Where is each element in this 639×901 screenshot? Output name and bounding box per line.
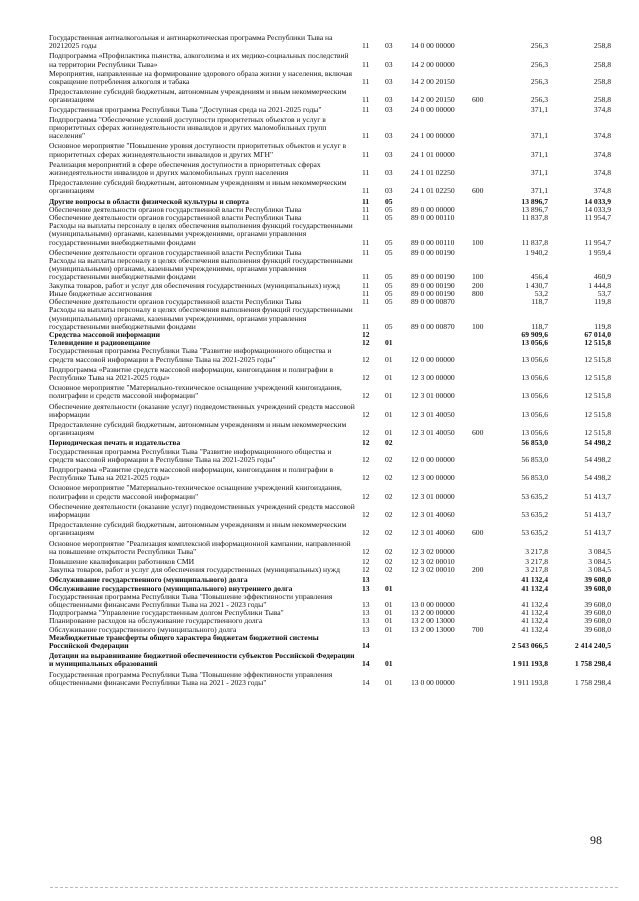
table-row <box>49 179 615 195</box>
row-subsection-code: 01 <box>385 338 393 348</box>
row-name: Мероприятия, направленные на формирование здорового образа жизни у населения, включая сокращение потребления алкоголя и табака <box>49 68 353 87</box>
row-subsection-code: 02 <box>385 509 393 519</box>
row-section-code: 13 <box>362 575 370 585</box>
row-amount-2: 12 515,8 <box>584 372 611 382</box>
row-subsection-code: 01 <box>385 391 393 401</box>
row-subsection-code: 03 <box>385 41 393 51</box>
table-row <box>49 222 615 247</box>
row-amount-2: 3 084,5 <box>588 565 611 575</box>
table-row <box>49 34 615 50</box>
table-row <box>49 652 615 668</box>
table-row <box>49 384 615 400</box>
row-name: Периодическая печать и издательства <box>49 438 181 448</box>
table-row <box>49 521 615 537</box>
row-amount-2: 67 014,0 <box>584 329 611 339</box>
row-subsection-code: 02 <box>385 528 393 538</box>
row-name: Обслуживание государственного (муниципального) долга <box>49 624 237 634</box>
row-target-article-code: 24 1 01 02250 <box>411 168 455 178</box>
row-target-article-code: 12 3 02 00010 <box>411 565 455 575</box>
row-amount-1: 56 853,0 <box>521 454 548 464</box>
row-amount-1: 56 853,0 <box>521 438 548 448</box>
row-amount-1: 53 635,2 <box>521 491 548 501</box>
row-section-code: 11 <box>362 321 370 331</box>
row-amount-1: 56 853,0 <box>521 473 548 483</box>
row-name: Межбюджетные трансферты общего характера бюджетам бюджетной системы Российской Федерации <box>49 632 319 651</box>
table-row <box>49 540 615 556</box>
row-name: Реализация мероприятий в сфере обеспечения доступности в приоритетных сферах жизнедеятельности инвалидов и других маломобильных групп населения <box>49 159 321 178</box>
budget-table <box>49 34 615 687</box>
row-subsection-code: 05 <box>385 213 393 223</box>
row-subsection-code: 02 <box>385 565 393 575</box>
row-section-code: 11 <box>362 104 370 114</box>
row-expense-type-code: 200 <box>472 565 484 575</box>
row-target-article-code: 12 3 01 40060 <box>411 528 455 538</box>
row-section-code: 12 <box>362 509 370 519</box>
row-subsection-code: 01 <box>385 659 393 669</box>
row-amount-2: 258,8 <box>593 59 611 69</box>
row-section-code: 11 <box>362 204 370 214</box>
row-subsection-code: 01 <box>385 354 393 364</box>
row-amount-2: 11 954,7 <box>584 237 611 247</box>
row-amount-1: 41 132,4 <box>521 608 548 618</box>
row-amount-2: 119,8 <box>594 297 611 307</box>
row-target-article-code: 89 0 00 00870 <box>411 321 455 331</box>
row-subsection-code: 05 <box>385 288 393 298</box>
row-subsection-code: 01 <box>385 616 393 626</box>
row-name: Основное мероприятие "Материально-техническое оснащение учреждений книгоиздания, полиграфии и средств массовой информации" <box>49 483 342 501</box>
row-subsection-code: 03 <box>385 59 393 69</box>
row-amount-2: 11 954,7 <box>584 213 611 223</box>
row-amount-1: 13 056,6 <box>521 338 548 348</box>
row-subsection-code: 03 <box>385 77 393 87</box>
row-target-article-code: 12 3 00 00000 <box>411 473 455 483</box>
row-expense-type-code: 600 <box>472 428 484 438</box>
table-row <box>49 306 615 331</box>
row-amount-1: 371,1 <box>530 168 548 178</box>
row-section-code: 11 <box>362 77 370 87</box>
table-row <box>49 161 615 177</box>
row-name: Расходы на выплаты персоналу в целях обеспечения выполнения функций государственными (муниципальными) органами, казенными учреждениями, органами управления государственными внебюджетными фондами <box>49 305 353 331</box>
row-subsection-code: 05 <box>385 247 393 257</box>
row-target-article-code: 12 3 00 00000 <box>411 372 455 382</box>
row-amount-2: 374,8 <box>593 131 611 141</box>
table-row <box>49 116 615 141</box>
row-amount-2: 51 413,7 <box>584 528 611 538</box>
row-section-code: 13 <box>362 608 370 618</box>
table-row <box>49 484 615 500</box>
row-name: Государственная программа Республики Тыва "Повышение эффективности управления общественными финансами Республики Тыва на 2021 - 2023 годы" <box>49 669 333 687</box>
row-amount-1: 13 056,6 <box>521 372 548 382</box>
row-target-article-code: 13 0 00 00000 <box>411 677 455 687</box>
row-subsection-code: 01 <box>385 372 393 382</box>
row-target-article-code: 12 3 01 00000 <box>411 491 455 501</box>
row-amount-2: 12 515,8 <box>584 409 611 419</box>
row-amount-2: 374,8 <box>593 186 611 196</box>
row-subsection-code: 05 <box>385 237 393 247</box>
row-section-code: 14 <box>362 677 370 687</box>
row-section-code: 12 <box>362 473 370 483</box>
row-name: Подпрограмма «Профилактика пьянства, алкоголизма и их медико-социальных последствий на территории Республики Тыва» <box>49 51 349 69</box>
row-amount-2: 39 608,0 <box>584 608 611 618</box>
row-name: Обеспечение деятельности органов государственной власти Республики Тыва <box>49 247 302 257</box>
row-amount-2: 12 515,8 <box>584 354 611 364</box>
row-name: Предоставление субсидий бюджетным, автономным учреждениям и иным некоммерческим организациям <box>49 520 347 538</box>
row-amount-2: 39 608,0 <box>584 600 611 609</box>
row-amount-1: 371,1 <box>530 104 548 114</box>
row-amount-1: 41 132,4 <box>521 616 548 626</box>
row-section-code: 11 <box>362 168 370 178</box>
row-expense-type-code: 600 <box>472 95 484 105</box>
row-name: Обслуживание государственного (муниципального) долга <box>49 575 248 585</box>
row-name: Телевидение и радиовещание <box>49 338 151 348</box>
row-name: Обеспечение деятельности органов государственной власти Республики Тыва <box>49 213 302 223</box>
row-amount-1: 3 217,8 <box>525 556 548 566</box>
row-subsection-code: 01 <box>385 608 393 618</box>
row-amount-2: 258,8 <box>593 41 611 51</box>
row-subsection-code: 02 <box>385 438 393 448</box>
row-amount-2: 12 515,8 <box>584 338 611 348</box>
row-section-code: 13 <box>362 624 370 634</box>
row-amount-2: 119,8 <box>594 321 611 331</box>
row-name: Средства массовой информации <box>49 329 161 339</box>
row-amount-1: 11 837,8 <box>521 213 548 223</box>
row-section-code: 12 <box>362 491 370 501</box>
table-row <box>49 142 615 158</box>
row-amount-2: 12 515,8 <box>584 428 611 438</box>
row-expense-type-code: 700 <box>472 624 484 634</box>
row-name: Подпрограмма "Управление государственным долгом Республики Тыва" <box>49 608 284 618</box>
row-amount-2: 374,8 <box>593 149 611 159</box>
row-amount-2: 14 033,9 <box>584 204 611 214</box>
row-target-article-code: 13 2 00 13000 <box>411 624 455 634</box>
table-row <box>49 257 615 282</box>
row-subsection-code: 03 <box>385 104 393 114</box>
row-target-article-code: 89 0 00 00190 <box>411 272 455 282</box>
row-subsection-code: 01 <box>385 677 393 687</box>
row-subsection-code: 05 <box>385 297 393 307</box>
row-section-code: 14 <box>362 659 370 669</box>
row-amount-2: 39 608,0 <box>584 616 611 626</box>
row-amount-1: 118,7 <box>531 321 548 331</box>
row-amount-2: 53,7 <box>597 288 611 298</box>
row-target-article-code: 89 0 00 00870 <box>411 297 455 307</box>
row-target-article-code: 14 2 00 20150 <box>411 77 455 87</box>
row-section-code: 13 <box>362 616 370 626</box>
row-section-code: 11 <box>362 41 370 51</box>
row-name: Планирование расходов на обслуживание государственного долга <box>49 616 263 626</box>
table-row <box>49 347 615 363</box>
row-subsection-code: 02 <box>385 556 393 566</box>
row-name: Закупка товаров, работ и услуг для обеспечения государственных (муниципальных) нужд <box>49 565 340 575</box>
row-target-article-code: 24 1 01 02250 <box>411 186 455 196</box>
row-name: Обеспечение деятельности (оказание услуг) подведомственных учреждений средств массовой информации <box>49 501 355 519</box>
row-target-article-code: 12 3 02 00000 <box>411 546 455 556</box>
row-subsection-code: 05 <box>385 204 393 214</box>
row-amount-1: 1 911 193,8 <box>512 677 548 687</box>
row-name: Государственная программа Республики Тыва "Повышение эффективности управления общественными финансами Республики Тыва на 2021 - 2023 годы" <box>49 591 333 609</box>
row-amount-2: 14 033,9 <box>584 196 611 206</box>
row-amount-1: 371,1 <box>530 131 548 141</box>
table-row <box>49 503 615 519</box>
row-target-article-code: 24 1 00 00000 <box>411 131 455 141</box>
row-section-code: 12 <box>362 338 370 348</box>
row-subsection-code: 02 <box>385 546 393 556</box>
row-target-article-code: 89 0 00 00110 <box>411 213 455 223</box>
row-name: Предоставление субсидий бюджетным, автономным учреждениям и иным некоммерческим организациям <box>49 419 347 438</box>
row-section-code: 14 <box>362 641 370 651</box>
row-section-code: 13 <box>362 583 370 593</box>
row-amount-1: 1 430,7 <box>525 280 548 290</box>
row-amount-1: 256,3 <box>530 59 548 69</box>
row-name: Государственная программа Республики Тыва "Развитие информационного общества и средств массовой информации в Республике Тыва на 2021-2025 годы" <box>49 446 332 464</box>
row-section-code: 11 <box>362 237 370 247</box>
footer-divider <box>50 887 618 888</box>
row-amount-1: 41 132,4 <box>521 624 548 634</box>
row-subsection-code: 01 <box>385 409 393 419</box>
row-section-code: 13 <box>362 600 370 609</box>
row-target-article-code: 12 3 01 40050 <box>411 428 455 438</box>
row-name: Основное мероприятие "Материально-техническое оснащение учреждений книгоиздания, полиграфии и средств массовой информации" <box>49 383 342 401</box>
row-section-code: 12 <box>362 391 370 401</box>
row-amount-2: 374,8 <box>593 104 611 114</box>
row-section-code: 11 <box>362 272 370 282</box>
row-name: Подпрограмма «Развитие средств массовой информации, книгоиздания и полиграфии в Республике Тыва на 2021-2025 годы» <box>49 464 334 483</box>
row-name: Подпрограмма "Обеспечение условий доступности приоритетных объектов и услуг в приоритетных сферах жизнедеятельности инвалидов и других маломобильных групп населения" <box>49 114 327 141</box>
row-amount-1: 13 056,6 <box>521 354 548 364</box>
row-name: Государственная программа Республики Тыва "Развитие информационного общества и средств массовой информации в Республике Тыва на 2021-2025 годы" <box>49 346 332 364</box>
row-amount-2: 39 608,0 <box>584 583 611 593</box>
row-section-code: 12 <box>362 354 370 364</box>
row-name: Дотации на выравнивание бюджетной обеспеченности субъектов Российской Федерации и муниципальных образований <box>49 651 355 669</box>
row-subsection-code: 01 <box>385 600 393 609</box>
row-amount-2: 39 608,0 <box>584 624 611 634</box>
row-section-code: 11 <box>362 247 370 257</box>
table-row <box>49 421 615 437</box>
row-target-article-code: 24 0 00 00000 <box>411 104 455 114</box>
row-section-code: 12 <box>362 428 370 438</box>
row-subsection-code: 02 <box>385 491 393 501</box>
table-row <box>49 593 615 609</box>
row-section-code: 12 <box>362 329 370 339</box>
row-amount-1: 2 543 066,5 <box>511 641 548 651</box>
row-amount-1: 69 909,6 <box>521 329 548 339</box>
row-expense-type-code: 200 <box>472 280 484 290</box>
row-name: Повышение квалификации работников СМИ <box>49 556 195 566</box>
row-subsection-code: 01 <box>385 624 393 634</box>
row-amount-1: 118,7 <box>531 297 548 307</box>
row-name: Предоставление субсидий бюджетным, автономным учреждениям и иным некоммерческим организациям <box>49 87 347 105</box>
row-subsection-code: 01 <box>385 428 393 438</box>
row-target-article-code: 89 0 00 00190 <box>411 280 455 290</box>
row-amount-2: 1 758 298,4 <box>574 677 611 687</box>
row-name: Другие вопросы в области физической культуры и спорта <box>49 196 249 206</box>
row-amount-2: 54 498,2 <box>584 454 611 464</box>
row-amount-1: 13 056,6 <box>521 428 548 438</box>
row-target-article-code: 14 0 00 00000 <box>411 41 455 51</box>
row-subsection-code: 03 <box>385 186 393 196</box>
row-name: Обеспечение деятельности (оказание услуг) подведомственных учреждений средств массовой информации <box>49 401 355 419</box>
table-row <box>49 566 615 574</box>
row-amount-1: 1 911 193,8 <box>512 659 548 669</box>
row-amount-2: 3 084,5 <box>588 556 611 566</box>
row-expense-type-code: 800 <box>472 288 484 298</box>
row-target-article-code: 89 0 00 00110 <box>411 237 455 247</box>
row-section-code: 11 <box>362 280 370 290</box>
row-amount-2: 12 515,8 <box>584 391 611 401</box>
row-name: Государственная программа Республики Тыва "Доступная среда на 2021-2025 годы" <box>49 104 322 114</box>
row-section-code: 12 <box>362 438 370 448</box>
row-target-article-code: 89 0 00 00000 <box>411 204 455 214</box>
row-amount-2: 1 444,8 <box>588 280 611 290</box>
row-amount-1: 256,3 <box>530 77 548 87</box>
row-target-article-code: 12 3 01 00000 <box>411 391 455 401</box>
row-amount-1: 256,3 <box>530 41 548 51</box>
row-section-code: 11 <box>362 186 370 196</box>
row-amount-2: 258,8 <box>593 77 611 87</box>
row-subsection-code: 05 <box>385 272 393 282</box>
row-amount-1: 41 132,4 <box>521 583 548 593</box>
row-expense-type-code: 100 <box>472 237 484 247</box>
row-name: Предоставление субсидий бюджетным, автономным учреждениям и иным некоммерческим организациям <box>49 178 347 196</box>
row-section-code: 11 <box>362 213 370 223</box>
row-amount-2: 1 959,4 <box>588 247 611 257</box>
row-amount-2: 54 498,2 <box>584 438 611 448</box>
table-row <box>49 88 615 104</box>
table-row <box>49 466 615 482</box>
row-target-article-code: 24 1 01 00000 <box>411 149 455 159</box>
row-amount-1: 13 056,6 <box>521 409 548 419</box>
row-target-article-code: 12 0 00 00000 <box>411 454 455 464</box>
row-amount-2: 374,8 <box>593 168 611 178</box>
row-expense-type-code: 100 <box>472 321 484 331</box>
row-subsection-code: 02 <box>385 454 393 464</box>
row-subsection-code: 05 <box>385 196 393 206</box>
row-amount-2: 460,9 <box>593 272 611 282</box>
row-expense-type-code: 100 <box>472 272 484 282</box>
row-amount-1: 13 896,7 <box>521 204 548 214</box>
row-amount-1: 11 837,8 <box>521 237 548 247</box>
row-amount-1: 3 217,8 <box>525 546 548 556</box>
row-target-article-code: 12 3 02 00010 <box>411 556 455 566</box>
row-amount-1: 53,2 <box>534 288 548 298</box>
row-amount-1: 53 635,2 <box>521 509 548 519</box>
table-row <box>49 448 615 464</box>
row-target-article-code: 12 0 00 00000 <box>411 354 455 364</box>
row-name: Государственная антиалкогольная и антинаркотическая программа Республики Тыва на 20212025 годы <box>49 33 333 51</box>
row-name: Основное мероприятие "Повышение уровня доступности приоритетных объектов и услуг в приоритетных сферах жизнедеятельности инвалидов и других МГН" <box>49 141 347 159</box>
row-target-article-code: 14 2 00 20150 <box>411 95 455 105</box>
row-amount-2: 258,8 <box>593 95 611 105</box>
row-subsection-code: 03 <box>385 95 393 105</box>
row-section-code: 12 <box>362 454 370 464</box>
row-name: Подпрограмма «Развитие средств массовой информации, книгоиздания и полиграфии в Республике Тыва на 2021-2025 годы» <box>49 364 334 382</box>
row-amount-1: 13 056,6 <box>521 391 548 401</box>
row-target-article-code: 13 2 00 00000 <box>411 608 455 618</box>
row-target-article-code: 14 2 00 00000 <box>411 59 455 69</box>
row-amount-2: 1 758 298,4 <box>574 659 611 669</box>
row-subsection-code: 02 <box>385 473 393 483</box>
row-section-code: 11 <box>362 297 370 307</box>
row-name: Обеспечение деятельности органов государственной власти Республики Тыва <box>49 297 302 307</box>
table-row <box>49 366 615 382</box>
row-amount-2: 3 084,5 <box>588 546 611 556</box>
row-amount-1: 13 896,7 <box>521 196 548 206</box>
row-target-article-code: 13 2 00 13000 <box>411 616 455 626</box>
row-target-article-code: 89 0 00 00190 <box>411 288 455 298</box>
row-amount-2: 54 498,2 <box>584 473 611 483</box>
row-section-code: 11 <box>362 288 370 298</box>
row-subsection-code: 05 <box>385 321 393 331</box>
row-subsection-code: 03 <box>385 149 393 159</box>
row-amount-2: 2 414 240,5 <box>574 641 611 651</box>
row-amount-2: 51 413,7 <box>584 509 611 519</box>
table-row <box>49 634 615 650</box>
row-name: Основное мероприятие "Реализация комплексной информационной кампании, направленной на повышение открытости Республики Тыва" <box>49 538 351 556</box>
row-name: Расходы на выплаты персоналу в целях обеспечения выполнения функций государственными (муниципальными) органами, казенными учреждениями, органами управления государственными внебюджетными фондами <box>49 221 353 247</box>
row-section-code: 11 <box>362 196 370 206</box>
row-target-article-code: 12 3 01 40050 <box>411 409 455 419</box>
row-subsection-code: 03 <box>385 168 393 178</box>
row-amount-1: 41 132,4 <box>521 600 548 609</box>
row-amount-1: 371,1 <box>530 149 548 159</box>
table-row <box>49 106 615 114</box>
row-name: Обслуживание государственного (муниципального) внутреннего долга <box>49 583 293 593</box>
table-row <box>49 671 615 687</box>
row-section-code: 12 <box>362 565 370 575</box>
row-section-code: 12 <box>362 409 370 419</box>
row-section-code: 11 <box>362 59 370 69</box>
table-row <box>49 403 615 419</box>
row-amount-2: 51 413,7 <box>584 491 611 501</box>
row-target-article-code: 13 0 00 00000 <box>411 600 455 609</box>
row-amount-2: 39 608,0 <box>584 575 611 585</box>
row-target-article-code: 89 0 00 00190 <box>411 247 455 257</box>
row-target-article-code: 12 3 01 40060 <box>411 509 455 519</box>
table-row <box>49 70 615 86</box>
row-section-code: 11 <box>362 149 370 159</box>
row-expense-type-code: 600 <box>472 528 484 538</box>
row-amount-1: 256,3 <box>530 95 548 105</box>
row-expense-type-code: 600 <box>472 186 484 196</box>
row-amount-1: 41 132,4 <box>521 575 548 585</box>
row-amount-1: 1 940,2 <box>525 247 548 257</box>
row-section-code: 12 <box>362 546 370 556</box>
row-name: Иные бюджетные ассигнования <box>49 288 152 298</box>
row-name: Закупка товаров, работ и услуг для обеспечения государственных (муниципальных) нужд <box>49 280 340 290</box>
row-amount-1: 371,1 <box>530 186 548 196</box>
row-amount-1: 3 217,8 <box>525 565 548 575</box>
row-name: Обеспечение деятельности органов государственной власти Республики Тыва <box>49 204 302 214</box>
row-amount-1: 53 635,2 <box>521 528 548 538</box>
row-section-code: 11 <box>362 95 370 105</box>
row-subsection-code: 03 <box>385 131 393 141</box>
row-section-code: 11 <box>362 131 370 141</box>
row-section-code: 12 <box>362 372 370 382</box>
row-amount-1: 456,4 <box>530 272 548 282</box>
row-subsection-code: 01 <box>385 583 393 593</box>
row-section-code: 12 <box>362 528 370 538</box>
row-subsection-code: 05 <box>385 280 393 290</box>
row-name: Расходы на выплаты персоналу в целях обеспечения выполнения функций государственными (муниципальными) органами, казенными учреждениями, органами управления государственными внебюджетными фондами <box>49 256 353 282</box>
row-section-code: 12 <box>362 556 370 566</box>
page-number: 98 <box>590 833 602 847</box>
table-row <box>49 52 615 68</box>
